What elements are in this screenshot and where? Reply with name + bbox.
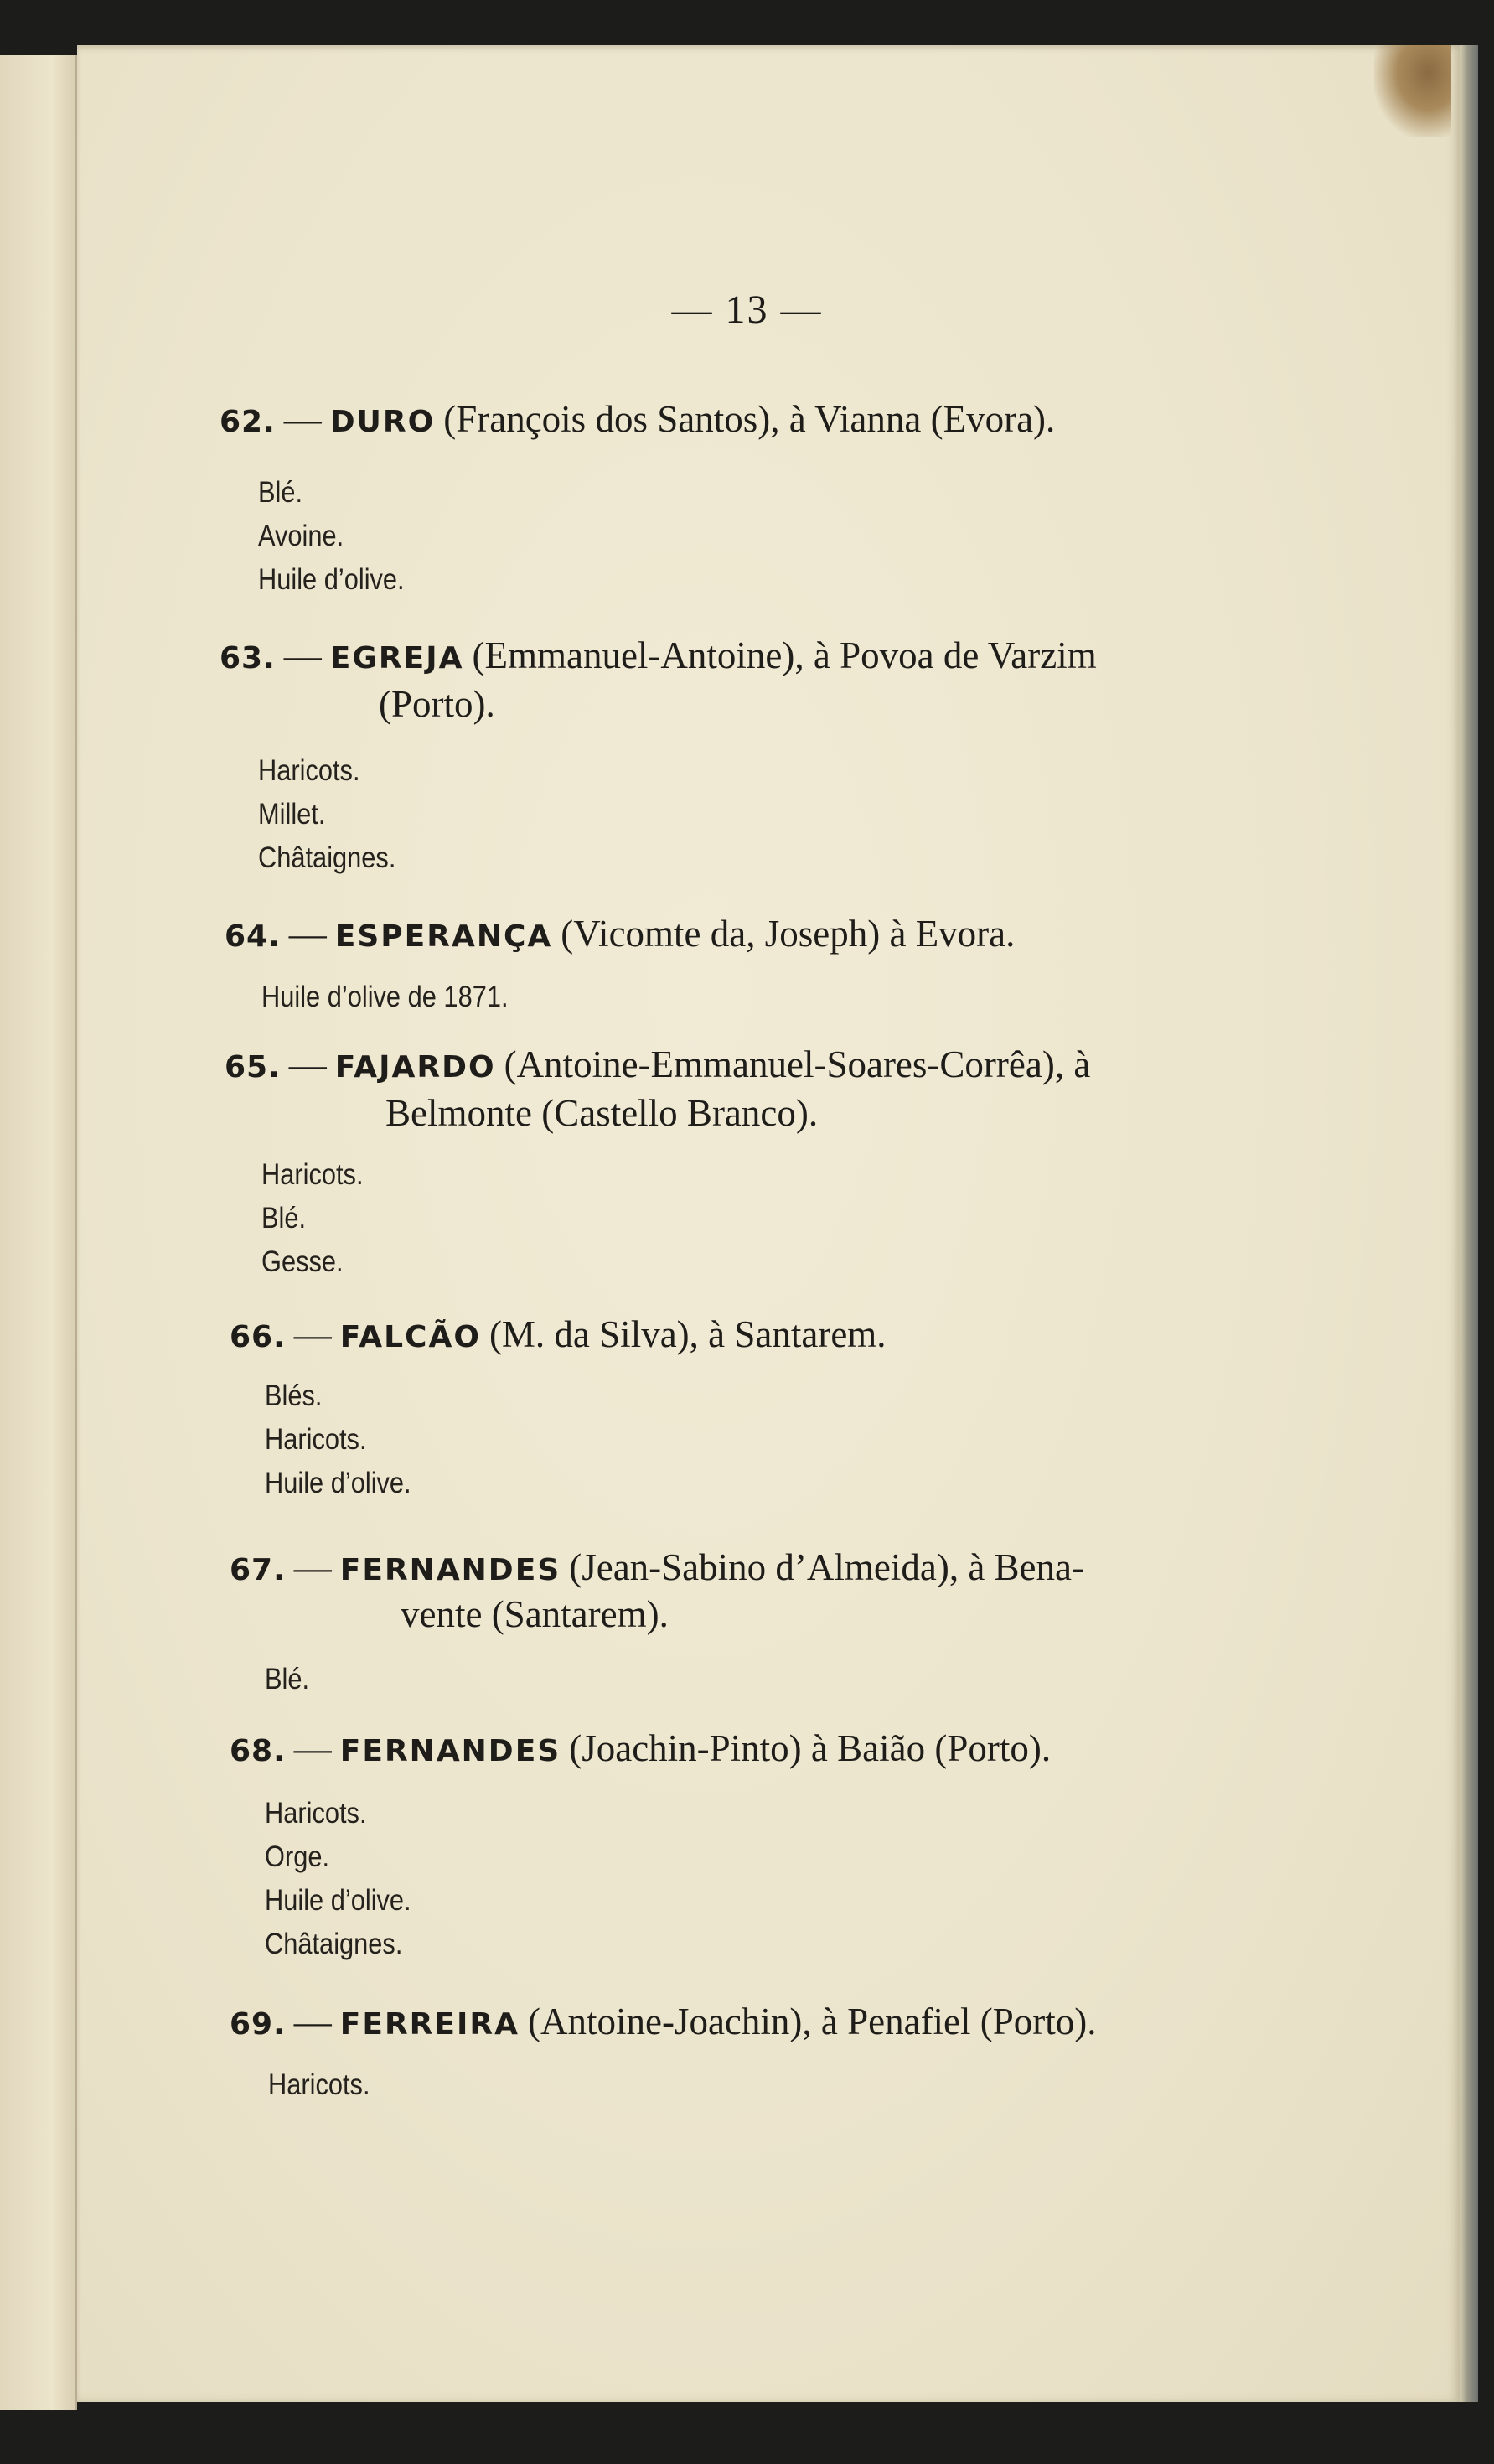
entry-dash: — (293, 2001, 332, 2042)
entry-name: FAJARDO (334, 1050, 496, 1084)
entry-name: FERNANDES (339, 1553, 561, 1587)
entry-65-heading (225, 1043, 1091, 1085)
entry-name: DURO (329, 405, 436, 439)
entry-details: (François dos Santos), à Vianna (Evora). (443, 398, 1056, 440)
entry-66-item: Haricots. (265, 1423, 367, 1456)
entry-dash: — (288, 913, 327, 955)
entry-63-item: Haricots. (258, 754, 360, 787)
entry-dash: — (293, 1727, 332, 1769)
entry-name: FERNANDES (339, 1734, 561, 1768)
entry-65-item: Haricots. (261, 1158, 364, 1191)
entry-number: 63. (220, 641, 276, 676)
entry-number: 64. (225, 919, 281, 954)
entry-67-heading (230, 1546, 1084, 1588)
entry-64-item: Huile d’olive de 1871. (261, 981, 509, 1013)
entry-62-item: Huile d’olive. (258, 563, 405, 596)
entry-68-item: Châtaignes. (265, 1928, 403, 1960)
entry-dash: — (293, 1546, 332, 1588)
entry-details: (Vicomte da, Joseph) à Evora. (561, 913, 1016, 955)
entry-number: 67. (230, 1553, 286, 1587)
entry-dash: — (293, 1313, 332, 1355)
entry-65-continuation: Belmonte (Castello Branco). (385, 1092, 819, 1134)
entry-62-heading (220, 398, 1056, 440)
entry-65-item: Blé. (261, 1202, 307, 1235)
entry-67-item: Blé. (265, 1663, 310, 1695)
entry-68-item: Huile d’olive. (265, 1884, 411, 1917)
entry-65-item: Gesse. (261, 1245, 344, 1278)
entry-63-continuation: (Porto). (379, 683, 495, 725)
entry-number: 68. (230, 1734, 286, 1768)
entry-66-item: Huile d’olive. (265, 1467, 411, 1499)
entry-details: (Joachin-Pinto) à Baião (Porto). (569, 1727, 1052, 1769)
entry-66-item: Blés. (265, 1380, 323, 1412)
entry-details: (M. da Silva), à Santarem. (489, 1313, 887, 1355)
entry-62-item: Avoine. (258, 520, 344, 552)
entry-number: 69. (230, 2007, 286, 2042)
entry-details: (Jean-Sabino d’Almeida), à Bena- (569, 1546, 1084, 1588)
entry-63-heading (220, 634, 1097, 676)
entry-number: 65. (225, 1050, 281, 1084)
entry-number: 66. (230, 1320, 286, 1354)
entry-dash: — (283, 634, 322, 676)
entry-63-item: Châtaignes. (258, 841, 396, 874)
entry-details: (Antoine-Joachin), à Penafiel (Porto). (527, 2001, 1097, 2042)
entry-dash: — (283, 398, 322, 440)
entry-69-item: Haricots. (268, 2068, 370, 2101)
entry-69-heading (230, 2003, 1097, 2041)
page-number: — 13 — (671, 287, 823, 332)
entry-68-item: Haricots. (265, 1797, 367, 1830)
entry-dash: — (288, 1043, 327, 1085)
entry-name: FERREIRA (339, 2007, 520, 2042)
entry-67-continuation: vente (Santarem). (401, 1593, 669, 1635)
entry-64-heading (225, 915, 1015, 953)
entry-63-item: Millet. (258, 798, 326, 831)
entry-details: (Emmanuel-Antoine), à Povoa de Varzim (472, 634, 1097, 676)
entry-name: FALCÃO (339, 1320, 481, 1354)
entry-name: ESPERANÇA (334, 919, 553, 954)
entry-details: (Antoine-Emmanuel-Soares-Corrêa), à (504, 1043, 1091, 1085)
entry-number: 62. (220, 405, 276, 439)
entry-68-item: Orge. (265, 1840, 330, 1873)
entry-name: EGREJA (329, 641, 464, 676)
entry-66-heading (230, 1313, 887, 1355)
entry-62-item: Blé. (258, 476, 303, 509)
entry-68-heading (230, 1727, 1052, 1769)
